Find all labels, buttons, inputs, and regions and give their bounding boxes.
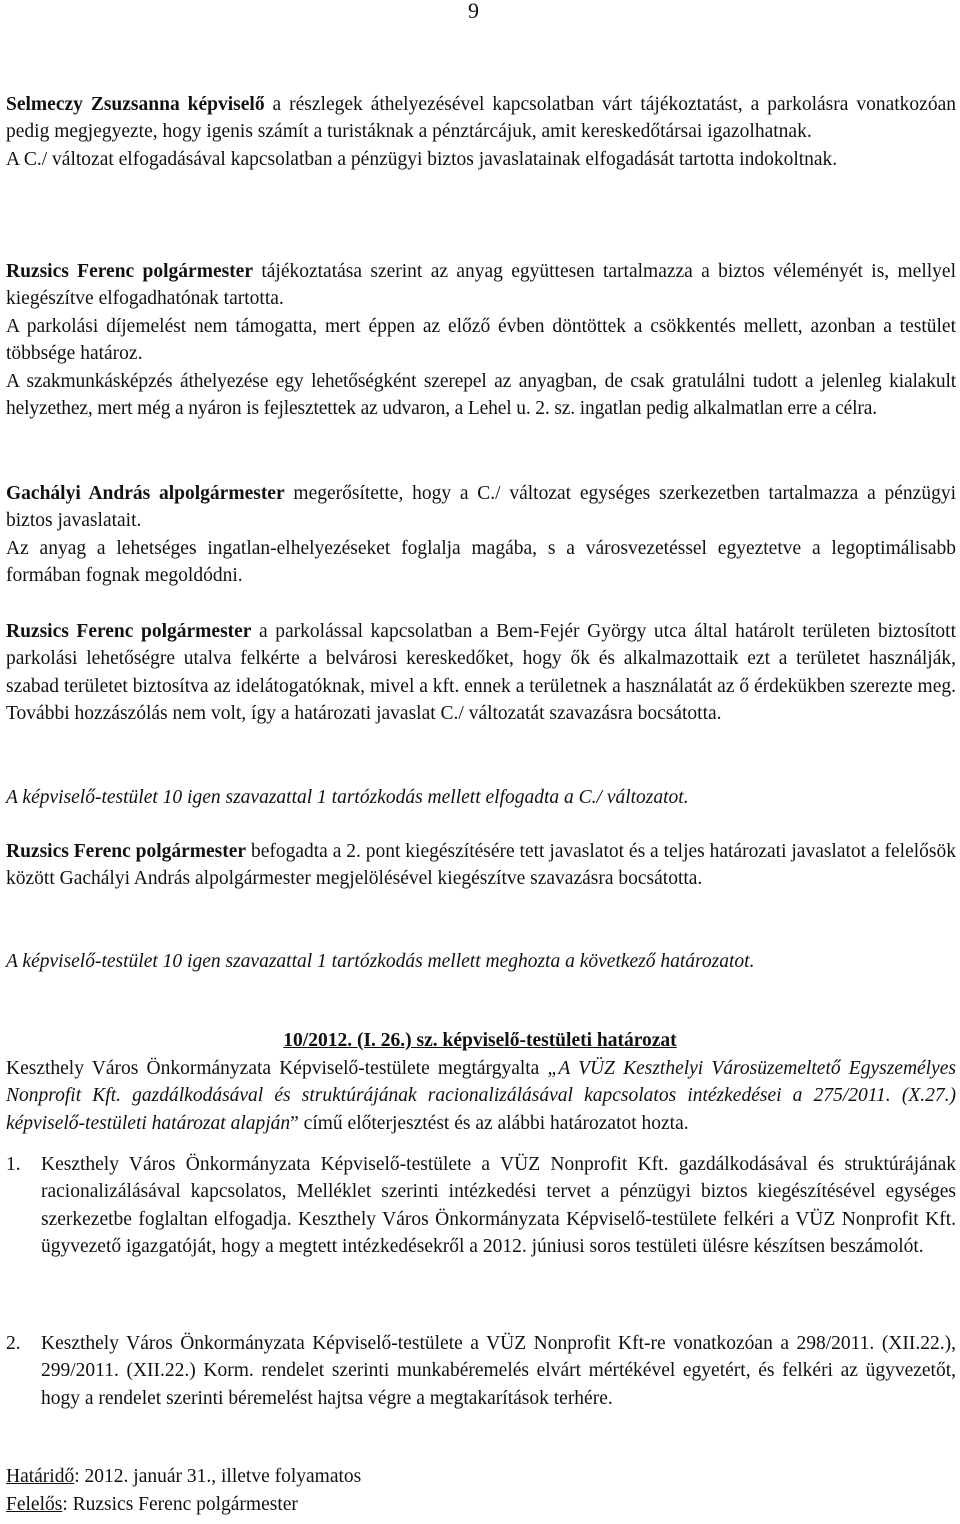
item-number: 2.	[6, 1333, 21, 1354]
resolution-item-1	[6, 1151, 956, 1261]
responsible-value: : Ruzsics Ferenc polgármester	[62, 1494, 298, 1515]
responsible-line	[6, 1491, 298, 1518]
paragraph-text: a részlegek áthelyezésével kapcsolatban várt tájékoztatást, a parkolásra vonatkozóan pedig megjegyezte, hogy igenis számít a turistáknak a pénztárcájuk, amit kereskedőtársai igazolhatnak.	[6, 94, 956, 143]
item-text: Keszthely Város Önkormányzata Képviselő-testülete a VÜZ Nonprofit Kft-re vonatkozóan a 298/2011. (XII.22.), 299/2011. (XII.22.) Korm. rendelet szerinti munkabéremelés elvárt mértékével egyetért, és felkéri az ügyvezetőt, hogy a rendelet szerinti béremelést hajtsa végre a megtakarítások terhére.	[41, 1333, 956, 1409]
vote-result-2: A képviselő-testület 10 igen szavazattal 1 tartózkodás mellett meghozta a következő határozatot.	[6, 951, 755, 972]
responsible-label: Felelős	[6, 1494, 63, 1515]
intro-text: Keszthely Város Önkormányzata Képviselő-testülete megtárgyalta	[6, 1058, 548, 1079]
page-number: 9	[468, 0, 479, 23]
paragraph-selmeczy	[6, 91, 956, 173]
resolution-intro	[6, 1055, 956, 1137]
vote-result-1: A képviselő-testület 10 igen szavazattal 1 tartózkodás mellett elfogadta a C./ változatot.	[6, 787, 689, 808]
item-number: 1.	[6, 1154, 21, 1175]
paragraph-text: Az anyag a lehetséges ingatlan-elhelyezéseket foglalja magába, s a városvezetéssel egyeztetve a legoptimálisabb formában fognak megoldódni.	[6, 537, 956, 587]
paragraph-text: A parkolási díjemelést nem támogatta, mert éppen az előző évben döntöttek a csökkentés mellett, azonban a testület többsége határoz.	[6, 315, 956, 365]
paragraph-text: A szakmunkásképzés áthelyezése egy lehetőségként szerepel az anyagban, de csak gratulálni tudott a jelenleg kialakult helyzethez, mert még a nyáron is fejlesztettek az udvaron, a Lehel u. 2. sz. ingatlan pedig alkalmatlan erre a célra.	[6, 370, 956, 420]
paragraph-text: tájékoztatása szerint az anyag együttesen tartalmazza a biztos véleményét is, mellyel kiegészítve elfogadhatónak tartotta.	[6, 261, 956, 310]
intro-title: „A VÜZ Keszthelyi Városüzemeltető Egyszemélyes Nonprofit Kft. gazdálkodásával és struktúrájának racionalizálásával kapcsolatos intézkedései a 275/2011. (X.27.) képviselő-testületi határozat alapján	[6, 1058, 956, 1134]
paragraph-ruzsics-2	[6, 618, 956, 728]
speaker-name: Ruzsics Ferenc polgármester	[6, 621, 252, 642]
item-text: Keszthely Város Önkormányzata Képviselő-testülete a VÜZ Nonprofit Kft. gazdálkodásával és struktúrájának racionalizálásával kapcsolatos, Melléklet szerinti intézkedési tervet a pénzügyi biztos kiegészítésével egységes szerkezetbe foglaltan elfogadja. Keszthely Város Önkormányzata Képviselő-testülete felkéri a VÜZ Nonprofit Kft. ügyvezető igazgatóját, hogy a megtett intézkedésekről a 2012. júniusi soros testületi ülésre készítsen beszámolót.	[41, 1154, 956, 1258]
resolution-item-2	[6, 1330, 956, 1412]
deadline-label: Határidő	[6, 1466, 75, 1487]
speaker-name: Gachályi András alpolgármester	[6, 483, 285, 504]
paragraph-text: a parkolással kapcsolatban a Bem-Fejér György utca által határolt területen biztosított parkolási lehetőségre utalva felkérte a belvárosi kereskedőket, hogy ők és alkalmazottaik ezt a területet használják, szabad területet biztosítva az idelátogatóknak, mivel a kft. ennek a területnek a használatát az ő érdekükben szerezte meg. További hozzászólás nem volt, így a határozati javaslat C./ változatát szavazásra bocsátotta.	[6, 621, 956, 725]
paragraph-text: A C./ változat elfogadásával kapcsolatban a pénzügyi biztos javaslatainak elfogadását tartotta indokoltnak.	[6, 148, 838, 170]
paragraph-ruzsics-3	[6, 838, 956, 893]
intro-text: ” című előterjesztést és az alábbi határozatot hozta.	[290, 1112, 689, 1134]
paragraph-text: befogadta a 2. pont kiegészítésére tett javaslatot és a teljes határozati javaslatot a felelősök között Gachályi András alpolgármester megjelölésével kiegészítve szavazásra bocsátotta.	[6, 841, 956, 890]
speaker-name: Selmeczy Zsuzsanna képviselő	[6, 94, 265, 115]
paragraph-text: megerősítette, hogy a C./ változat egységes szerkezetben tartalmazza a pénzügyi biztos javaslatait.	[6, 483, 956, 532]
deadline-line	[6, 1463, 361, 1490]
paragraph-gachalyi	[6, 480, 956, 590]
paragraph-ruzsics-1	[6, 258, 956, 422]
resolution-title: 10/2012. (I. 26.) sz. képviselő-testületi határozat	[283, 1030, 677, 1051]
speaker-name: Ruzsics Ferenc polgármester	[6, 261, 253, 282]
deadline-value: : 2012. január 31., illetve folyamatos	[74, 1466, 362, 1487]
speaker-name: Ruzsics Ferenc polgármester	[6, 841, 247, 862]
